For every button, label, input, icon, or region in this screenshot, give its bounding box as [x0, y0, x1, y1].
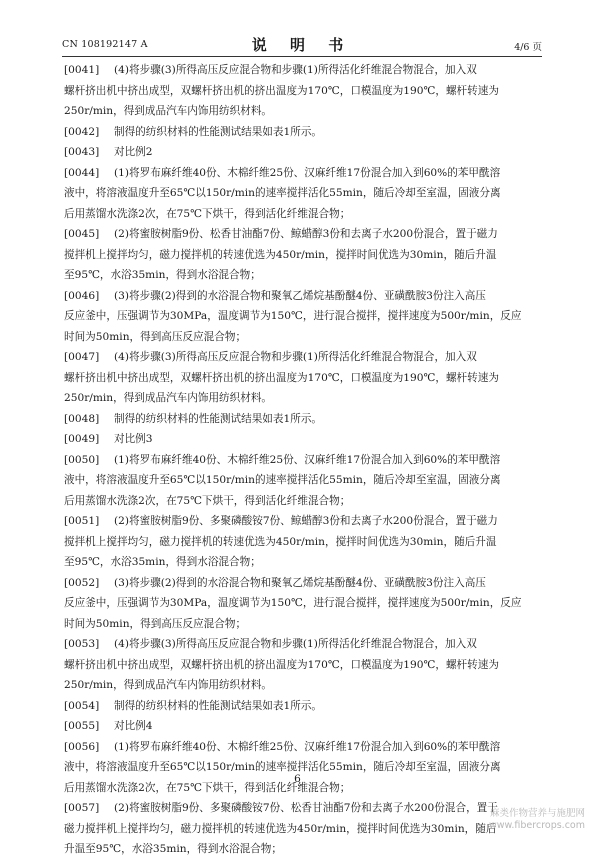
paragraph-number: [0055]	[64, 720, 100, 732]
paragraph-line: 升温至95℃，水浴35min，得到水浴混合物；	[64, 843, 282, 855]
paragraph-line: 搅拌机上搅拌均匀，磁力搅拌机的转速优选为450r/min，搅拌时间优选为30min，随后升温	[64, 535, 497, 548]
page-indicator: 4/6 页	[514, 42, 542, 53]
paragraph-number: [0052]	[64, 576, 100, 589]
paragraph-line: 至95℃，水浴35min，得到水浴混合物；	[64, 556, 261, 568]
paragraph-line: 反应釜中，压强调节为30MPa，温度调节为150℃，进行混合搅拌，搅拌速度为500r/min，反应	[64, 597, 522, 609]
paragraph-text: (1)将罗布麻纤维40份、木棉纤维25份、汉麻纤维17份混合加入到60%的苯甲酰溶	[114, 453, 501, 466]
patent-number: CN 108192147 A	[62, 39, 148, 50]
paragraph-text: (2)将蜜胺树脂9份、多聚磷酸铵7份、鲸蜡醇3份和去离子水200份混合，置于磁力	[114, 515, 498, 527]
paragraph-text: (4)将步骤(3)所得高压反应混合物和步骤(1)所得活化纤维混合物混合，加入双	[114, 351, 477, 363]
paragraph-line: 螺杆挤出机中挤出成型，双螺杆挤出机的挤出温度为170℃，口模温度为190℃，螺杆转速为	[64, 84, 499, 97]
paragraph-number: [0057]	[64, 802, 100, 814]
paragraph-number: [0047]	[64, 351, 100, 363]
paragraph-text: (2)将蜜胺树脂9份、松香甘油酯7份、鲸蜡醇3份和去离子水200份混合，置于磁力	[114, 228, 498, 240]
paragraph-line: 后用蒸馏水洗涤2次，在75℃下烘干，得到活化纤维混合物；	[64, 781, 351, 794]
paragraph-line: 液中，将溶液温度升至65℃以150r/min的速率搅拌活化55min，随后冷却至室温，固液分离	[64, 187, 501, 199]
paragraph-line: 螺杆挤出机中挤出成型，双螺杆挤出机的挤出温度为170℃，口模温度为190℃，螺杆转速为	[64, 658, 499, 671]
paragraph-first-line	[64, 511, 543, 532]
paragraph-line: 后用蒸馏水洗涤2次，在75℃下烘干，得到活化纤维混合物；	[64, 494, 351, 507]
document-body	[64, 60, 543, 860]
paragraph-text: (3)将步骤(2)得到的水浴混合物和聚氧乙烯烷基酚醚4份、亚磺酰胺3份注入高压	[114, 289, 486, 302]
paragraph-first-line	[64, 409, 543, 430]
paragraph-first-line	[64, 224, 543, 245]
paragraph-line: 时间为50min，得到高压反应混合物；	[64, 330, 247, 343]
paragraph-first-line	[64, 716, 543, 737]
page-number: 6	[294, 773, 301, 785]
paragraph-line: 250r/min，得到成品汽车内饰用纺织材料。	[64, 392, 273, 404]
paragraph-text: (4)将步骤(3)所得高压反应混合物和步骤(1)所得活化纤维混合物混合，加入双	[114, 638, 477, 650]
paragraph-text: 制得的纺织材料的性能测试结果如表1所示。	[114, 699, 323, 712]
watermark-url: www.fibercrops.com	[488, 820, 585, 831]
paragraph-text: (2)将蜜胺树脂9份、多聚磷酸铵7份、松香甘油酯7份和去离子水200份混合，置于	[114, 802, 498, 814]
paragraph-first-line	[64, 696, 543, 717]
paragraph-first-line	[64, 450, 543, 471]
paragraph-first-line	[64, 122, 543, 143]
paragraph-line: 至95℃，水浴35min，得到水浴混合物；	[64, 269, 261, 281]
paragraph-line: 搅拌机上搅拌均匀，磁力搅拌机的转速优选为450r/min，搅拌时间优选为30min，随后升温	[64, 248, 497, 261]
paragraph-number: [0050]	[64, 453, 100, 466]
paragraph-line: 螺杆挤出机中挤出成型，双螺杆挤出机的挤出温度为170℃，口模温度为190℃，螺杆转速为	[64, 371, 499, 384]
paragraph-number: [0054]	[64, 699, 100, 712]
paragraph-text: (1)将罗布麻纤维40份、木棉纤维25份、汉麻纤维17份混合加入到60%的苯甲酰溶	[114, 740, 501, 753]
paragraph-number: [0041]	[64, 64, 100, 76]
watermark-site-name: 麻类作物营养与施肥网	[489, 808, 585, 819]
paragraph-text: 对比例2	[114, 146, 153, 158]
paragraph-first-line	[64, 429, 543, 450]
paragraph-text: 制得的纺织材料的性能测试结果如表1所示。	[114, 125, 323, 138]
paragraph-number: [0056]	[64, 740, 100, 753]
paragraph-number: [0046]	[64, 289, 100, 302]
paragraph-line: 磁力搅拌机上搅拌均匀，磁力搅拌机的转速优选为450r/min，搅拌时间优选为30min，随后	[64, 822, 497, 835]
paragraph-line: 时间为50min，得到高压反应混合物；	[64, 617, 247, 630]
paragraph-number: [0042]	[64, 125, 100, 138]
paragraph-number: [0048]	[64, 412, 100, 425]
paragraph-line: 250r/min，得到成品汽车内饰用纺织材料。	[64, 105, 273, 117]
paragraph-text: 对比例4	[114, 720, 153, 732]
paragraph-first-line	[64, 142, 543, 163]
paragraph-line: 250r/min，得到成品汽车内饰用纺织材料。	[64, 679, 273, 691]
paragraph-number: [0053]	[64, 638, 100, 650]
paragraph-number: [0043]	[64, 146, 100, 158]
paragraph-first-line	[64, 347, 543, 368]
paragraph-line: 反应釜中，压强调节为30MPa，温度调节为150℃，进行混合搅拌，搅拌速度为500r/min，反应	[64, 310, 522, 322]
paragraph-first-line	[64, 737, 543, 758]
paragraph-text: 制得的纺织材料的性能测试结果如表1所示。	[114, 412, 323, 425]
paragraph-first-line	[64, 163, 543, 184]
paragraph-first-line	[64, 286, 543, 307]
paragraph-number: [0051]	[64, 515, 100, 527]
paragraph-line: 液中，将溶液温度升至65℃以150r/min的速率搅拌活化55min，随后冷却至室温，固液分离	[64, 474, 501, 486]
paragraph-text: (4)将步骤(3)所得高压反应混合物和步骤(1)所得活化纤维混合物混合，加入双	[114, 64, 477, 76]
document-title: 说 明 书	[251, 36, 353, 54]
paragraph-line: 液中，将溶液温度升至65℃以150r/min的速率搅拌活化55min，随后冷却至室温，固液分离	[64, 761, 501, 773]
paragraph-line: 后用蒸馏水洗涤2次，在75℃下烘干，得到活化纤维混合物；	[64, 207, 351, 220]
paragraph-first-line	[64, 573, 543, 594]
paragraph-number: [0044]	[64, 166, 100, 179]
paragraph-first-line	[64, 634, 543, 655]
paragraph-first-line	[64, 798, 543, 819]
paragraph-text: (1)将罗布麻纤维40份、木棉纤维25份、汉麻纤维17份混合加入到60%的苯甲酰溶	[114, 166, 501, 179]
watermark	[489, 808, 585, 832]
paragraph-number: [0049]	[64, 433, 100, 445]
paragraph-first-line	[64, 60, 543, 81]
page-header	[62, 34, 542, 57]
paragraph-number: [0045]	[64, 228, 100, 240]
paragraph-text: 对比例3	[114, 433, 153, 445]
paragraph-text: (3)将步骤(2)得到的水浴混合物和聚氧乙烯烷基酚醚4份、亚磺酰胺3份注入高压	[114, 576, 486, 589]
